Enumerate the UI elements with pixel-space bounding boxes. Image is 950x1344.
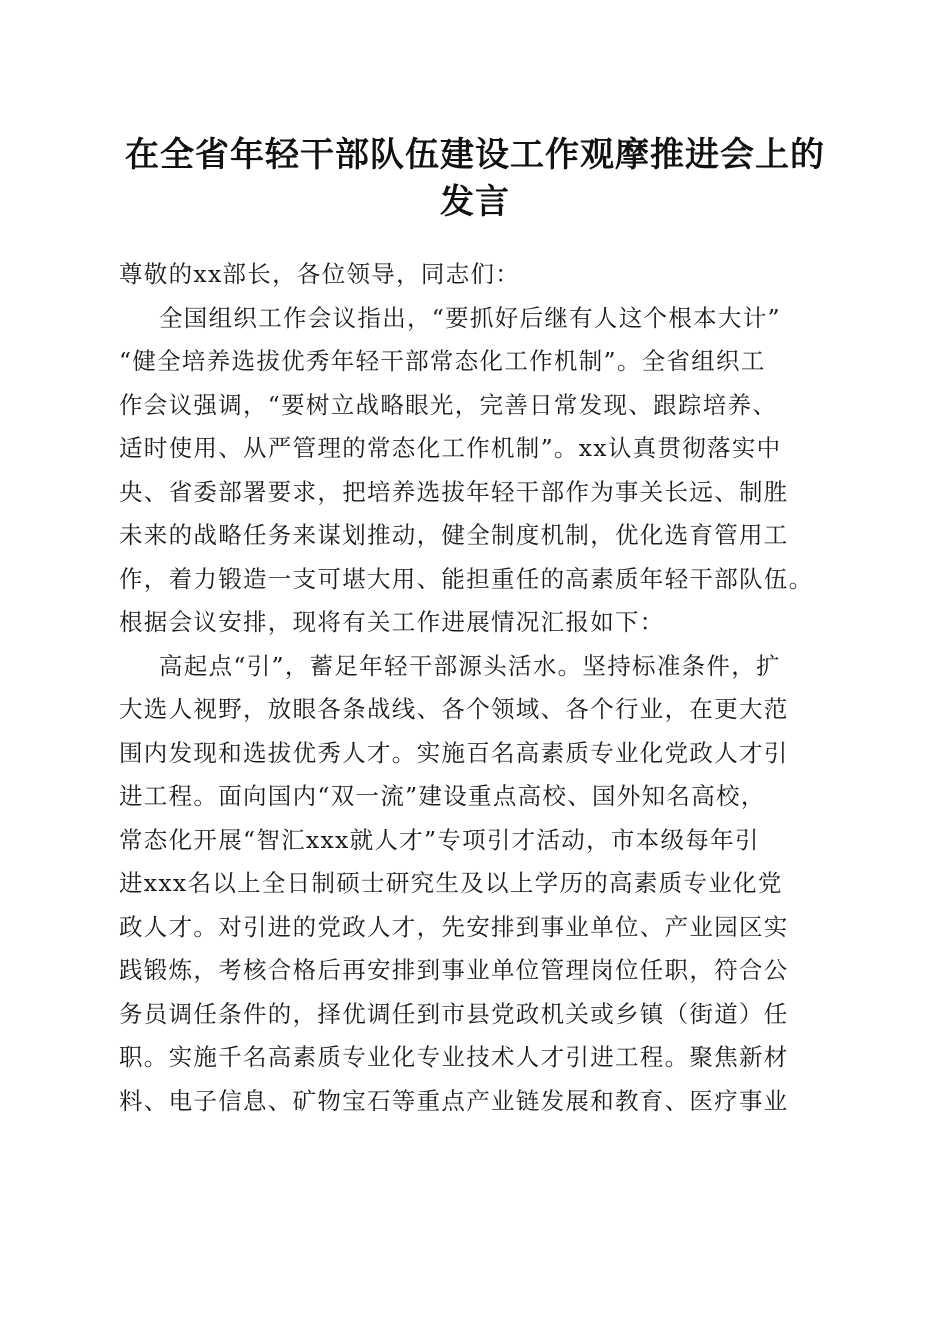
paragraph-line: 进工程。面向国内“双一流”建设重点高校、国外知名高校，: [119, 782, 766, 810]
paragraph-line: 适时使用、从严管理的常态化工作机制”。xx认真贯彻落实中: [119, 434, 782, 462]
paragraph-line: 央、省委部署要求，把培养选拔年轻干部作为事关长远、制胜: [119, 477, 789, 506]
title-line-2: 发言: [440, 182, 510, 222]
paragraph-line: 务员调任条件的，择优调任到市县党政机关或乡镇（街道）任: [119, 999, 789, 1028]
paragraph-line: 根据会议安排，现将有关工作进展情况汇报如下：: [119, 608, 665, 636]
paragraph-line: 围内发现和选拔优秀人才。实施百名高素质专业化党政人才引: [119, 738, 789, 767]
paragraph-line: 全国组织工作会议指出，“要抓好后继有人这个根本大计”: [159, 303, 781, 332]
document-title: [100, 132, 850, 226]
paragraph-line: 未来的战略任务来谋划推动，健全制度机制，优化选育管用工: [119, 521, 789, 549]
paragraph-line: “健全培养选拔优秀年轻干部常态化工作机制”。全省组织工: [119, 347, 766, 375]
paragraph-line: 大选人视野，放眼各条战线、各个领域、各个行业，在更大范: [119, 695, 789, 723]
paragraph-line: 作，着力锻造一支可堪大用、能担重任的高素质年轻干部队伍。: [119, 564, 814, 593]
paragraph-line: 料、电子信息、矿物宝石等重点产业链发展和教育、医疗事业: [119, 1086, 789, 1115]
paragraph-line: 常态化开展“智汇xxx就人才”专项引才活动，市本级每年引: [119, 825, 760, 854]
paragraph-line: 践锻炼，考核合格后再安排到事业单位管理岗位任职，符合公: [119, 956, 789, 984]
document-body: [119, 253, 835, 1123]
salutation: 尊敬的xx部长，各位领导，同志们：: [119, 260, 521, 288]
paragraph-line: 高起点“引”，蓄足年轻干部源头活水。坚持标准条件，扩: [159, 651, 781, 680]
paragraph-line: 政人才。对引进的党政人才，先安排到事业单位、产业园区实: [119, 912, 789, 941]
paragraph-line: 作会议强调，“要树立战略眼光，完善日常发现、跟踪培养、: [119, 390, 778, 419]
paragraph-line: 职。实施千名高素质专业化专业技术人才引进工程。聚焦新材: [119, 1043, 789, 1071]
paragraph-line: 进xxx名以上全日制硕士研究生及以上学历的高素质专业化党: [119, 869, 783, 897]
title-line-1: 在全省年轻干部队伍建设工作观摩推进会上的: [125, 135, 825, 175]
